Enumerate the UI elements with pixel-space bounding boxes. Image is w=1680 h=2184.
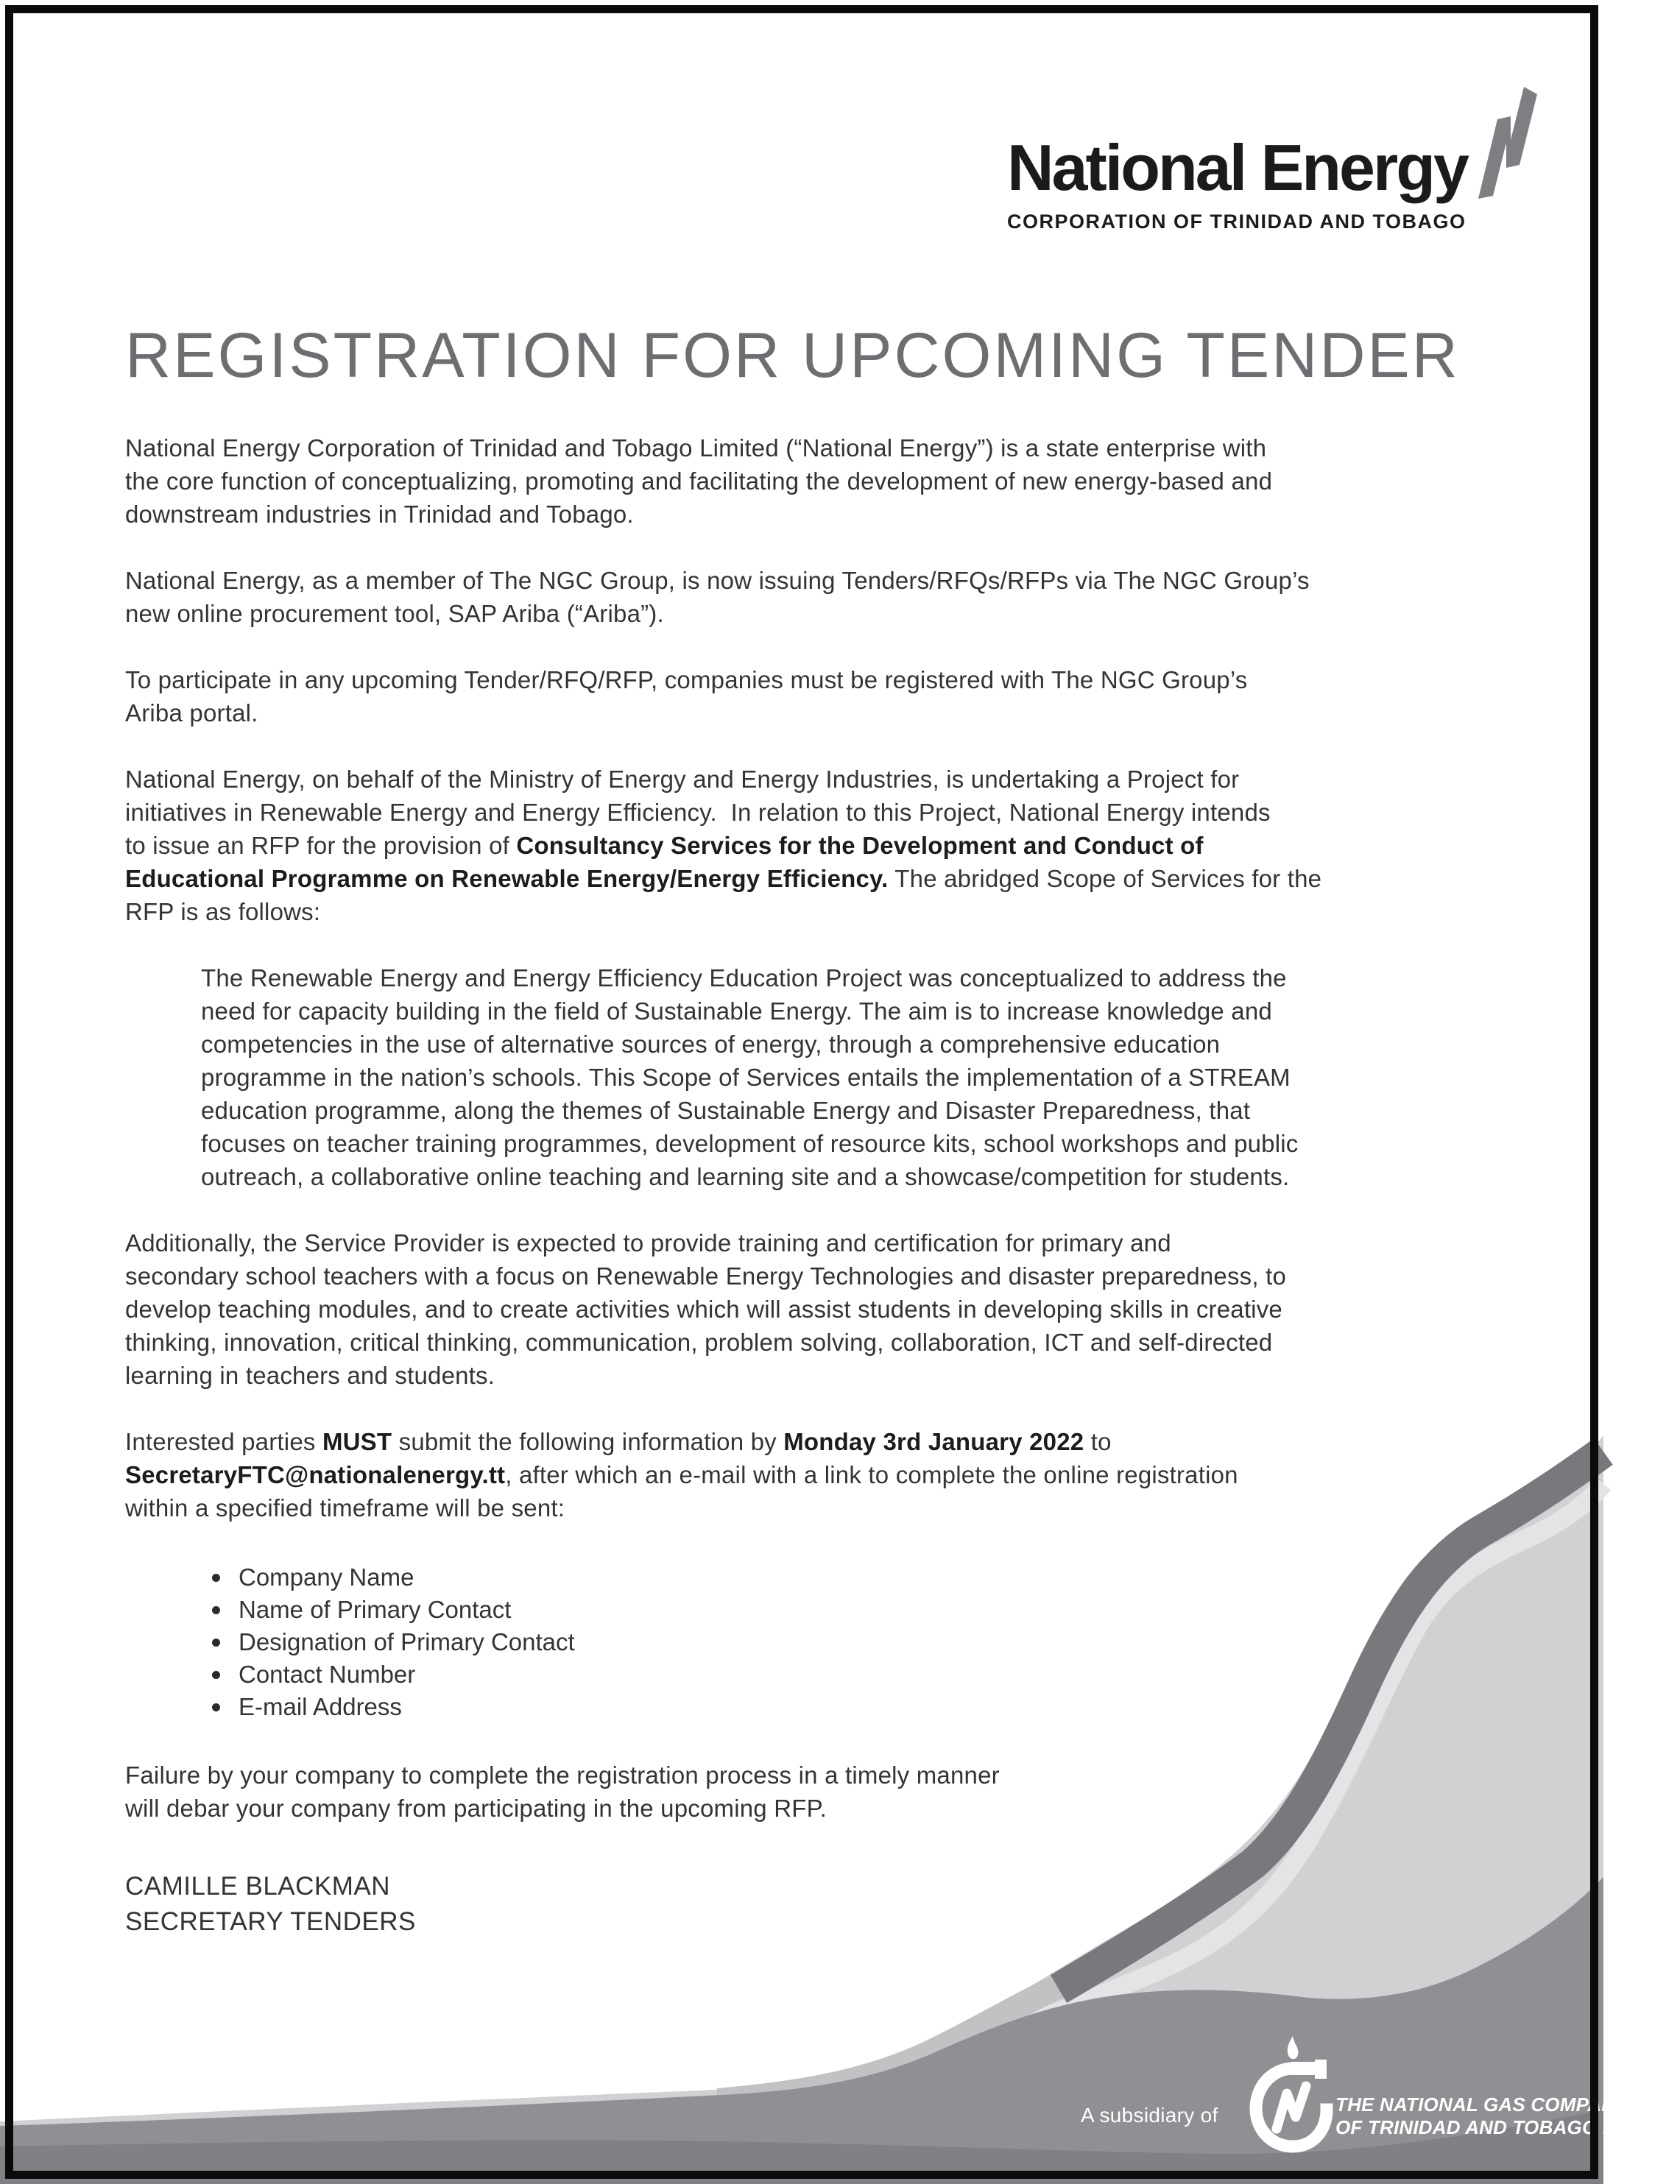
subsidiary-label: A subsidiary of — [1081, 2104, 1218, 2127]
ngc-company-line2: OF TRINIDAD AND TOBAGO LIMITED — [1335, 2116, 1680, 2138]
national-energy-logo — [1007, 81, 1545, 233]
list-item: Company Name — [208, 1561, 1524, 1594]
paragraph-scope-of-services: The Renewable Energy and Energy Efficiency Education Project was conceptualized to address the need for capacity building in the field of Sustainable Energy. The aim is to increase knowledge and competencies in the use of alternative sources of energy, through a comprehensive education programme in the nation’s schools. This Scope of Services entails the implementation of a STREAM education programme, along the themes of Sustainable Energy and Disaster Preparedness, that focuses on teacher training programmes, development of resource kits, school workshops and public outreach, a collaborative online teaching and learning site and a showcase/competition for students. — [201, 964, 1299, 1191]
document-body — [125, 322, 1524, 1940]
paragraph-submission-instructions: Interested parties MUST submit the following information by Monday 3rd January 2022 to SecretaryFTC@nationalenergy.tt, after which an e-mail with a link to complete the online registration within a specified timeframe will be sent: — [125, 1428, 1238, 1522]
paragraph-participation: To participate in any upcoming Tender/RFQ/RFP, companies must be registered with The NGC Group’s Ariba portal. — [125, 666, 1248, 727]
list-item: Name of Primary Contact — [208, 1594, 1524, 1626]
signature-block — [125, 1869, 1524, 1940]
logo-brand-text: National Energy — [1007, 131, 1467, 204]
list-item: Contact Number — [208, 1658, 1524, 1691]
paragraph-rfp-announcement: National Energy, on behalf of the Ministry of Energy and Energy Industries, is undertaking a Project for initiatives in Renewable Energy and Energy Efficiency. In relation to this Project, National Energy intends to issue an RFP for the provision of Consultancy Services for the Development and Conduct of Educational Programme on Renewable Energy/Energy Efficiency. The abridged Scope of Services for the RFP is as follows: — [125, 766, 1322, 926]
paragraph-service-provider: Additionally, the Service Provider is expected to provide training and certification for primary and secondary school teachers with a focus on Renewable Energy Technologies and disaster preparedness, to develop teaching modules, and to create activities which will assist students in developing skills in creative thinking, innovation, critical thinking, communication, problem solving, collaboration, ICT and self-directed learning in teachers and students. — [125, 1229, 1287, 1390]
list-item: Designation of Primary Contact — [208, 1626, 1524, 1658]
paragraph-intro: National Energy Corporation of Trinidad and Tobago Limited (“National Energy”) is a state enterprise with the core function of conceptualizing, promoting and facilitating the development of new energy-based and downstream industries in Trinidad and Tobago. — [125, 434, 1273, 529]
logo-n-swoosh-icon — [1478, 87, 1549, 199]
paragraph-ngc-group: National Energy, as a member of The NGC Group, is now issuing Tenders/RFQs/RFPs via The NGC Group’s new online procurement tool, SAP Ariba (“Ariba”). — [125, 567, 1310, 628]
ngc-company-line1: THE NATIONAL GAS COMPANY — [1335, 2093, 1628, 2116]
paragraph-failure-warning: Failure by your company to complete the registration process in a timely manner will debar your company from participating in the upcoming RFP. — [125, 1761, 1000, 1823]
logo-tagline-text: CORPORATION OF TRINIDAD AND TOBAGO — [1007, 211, 1467, 233]
required-information-list — [125, 1561, 1524, 1723]
signatory-name: CAMILLE BLACKMAN — [125, 1872, 391, 1901]
page-title: REGISTRATION FOR UPCOMING TENDER — [125, 320, 1460, 391]
signatory-role: SECRETARY TENDERS — [125, 1907, 416, 1937]
list-item: E-mail Address — [208, 1691, 1524, 1723]
